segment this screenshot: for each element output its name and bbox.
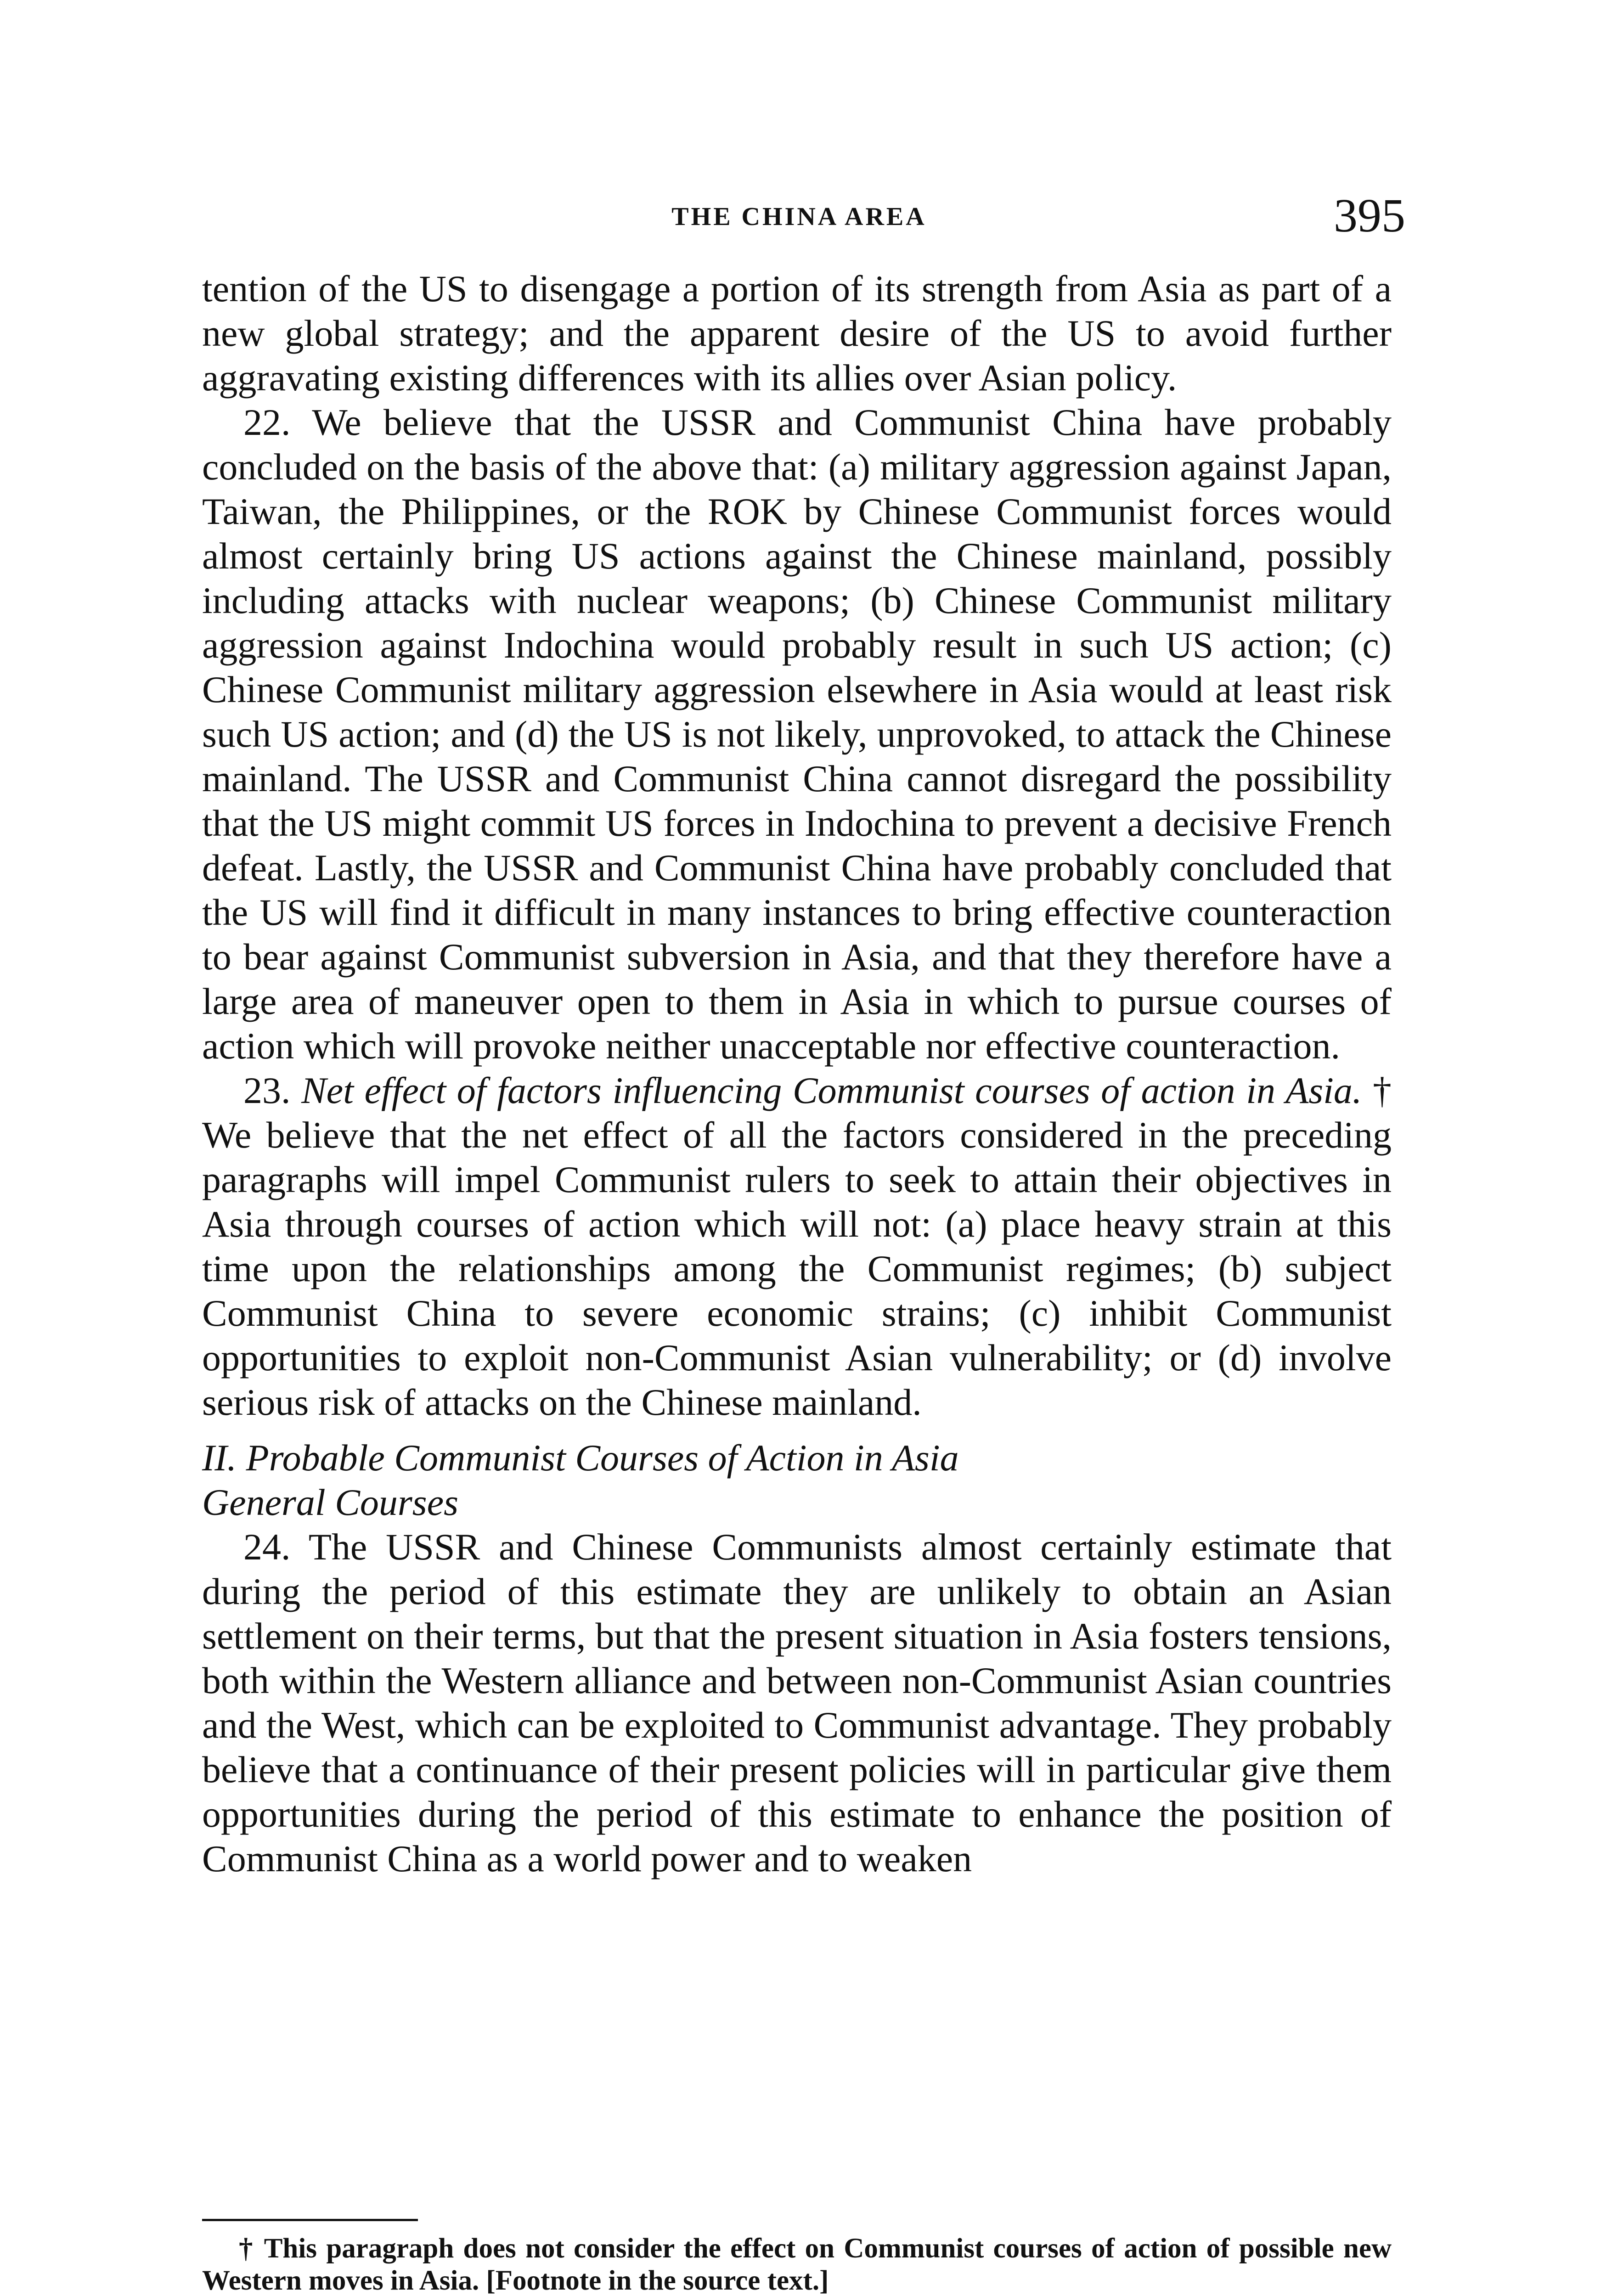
paragraph-22: 22. We believe that the USSR and Communist China have probably concluded on the basis of the above that: (a) military aggression against Japan, Taiwan, the Philippines, or the ROK by Chinese Communist forces would almost certainly bring US actions against the Chinese mainland, possibly including attacks with nuclear weapons; (b) Chinese Communist military aggression against Indochina would probably result in such US action; (c) Chinese Communist military aggression elsewhere in Asia would at least risk such US action; and (d) the US is not likely, unprovoked, to attack the Chinese mainland. The USSR and Communist China cannot disregard the possibility that the US might commit US forces in Indochina to prevent a decisive French defeat. Lastly, the USSR and Communist China have probably concluded that the US will find it difficult in many instances to bring effective counteraction to bear against Communist subversion in Asia, and that they therefore have a large area of maneuver open to them in Asia in which to pursue courses of action which will provoke neither unacceptable nor effective counteraction. [202, 401, 1392, 1067]
footnote-divider [202, 2219, 418, 2221]
page-header [202, 189, 1405, 257]
paragraph-23-number: 23. [243, 1069, 291, 1111]
paragraph-24: 24. The USSR and Chinese Communists almost certainly estimate that during the period of this estimate they are unlikely to obtain an Asian settlement on their terms, but that the present situation in Asia fosters tensions, both within the Western alliance and between non-Communist Asian countries and the West, which can be exploited to Communist advantage. They probably believe that a continuance of their present policies will in particular give them opportunities during the period of this estimate to enhance the position of Communist China as a world power and to weaken [202, 1526, 1392, 1880]
paragraph-21-continued: tention of the US to disengage a portion of its strength from Asia as part of a new global strategy; and the apparent desire of the US to avoid further aggravating existing differences with its allies over Asian policy. [202, 268, 1392, 399]
paragraph-23 [202, 1068, 1392, 1424]
section-heading: II. Probable Communist Courses of Action in Asia [202, 1437, 959, 1479]
footnote: † This paragraph does not consider the effect on Communist courses of action of possible new Western moves in Asia. [Footnote in the source text.] [202, 2233, 1392, 2296]
subsection-heading: General Courses [202, 1481, 459, 1523]
paragraph-23-title: Net effect of factors influencing Communist courses of action in Asia. [301, 1069, 1362, 1111]
body-text [202, 266, 1392, 1881]
paragraph-23-text: We believe that the net effect of all the factors considered in the preceding paragraphs will impel Communist rulers to seek to attain their objectives in Asia through courses of action which will not: (a) place heavy strain at this time upon the relationships among the Communist regimes; (b) subject Communist China to severe economic strains; (c) inhibit Communist opportunities to exploit non-Communist Asian vulnerability; or (d) involve serious risk of attacks on the Chinese mainland. [202, 1114, 1392, 1423]
running-head: THE CHINA AREA [671, 203, 927, 231]
page-number: 395 [1334, 189, 1405, 242]
footnote-reference-mark: † [1373, 1069, 1392, 1111]
